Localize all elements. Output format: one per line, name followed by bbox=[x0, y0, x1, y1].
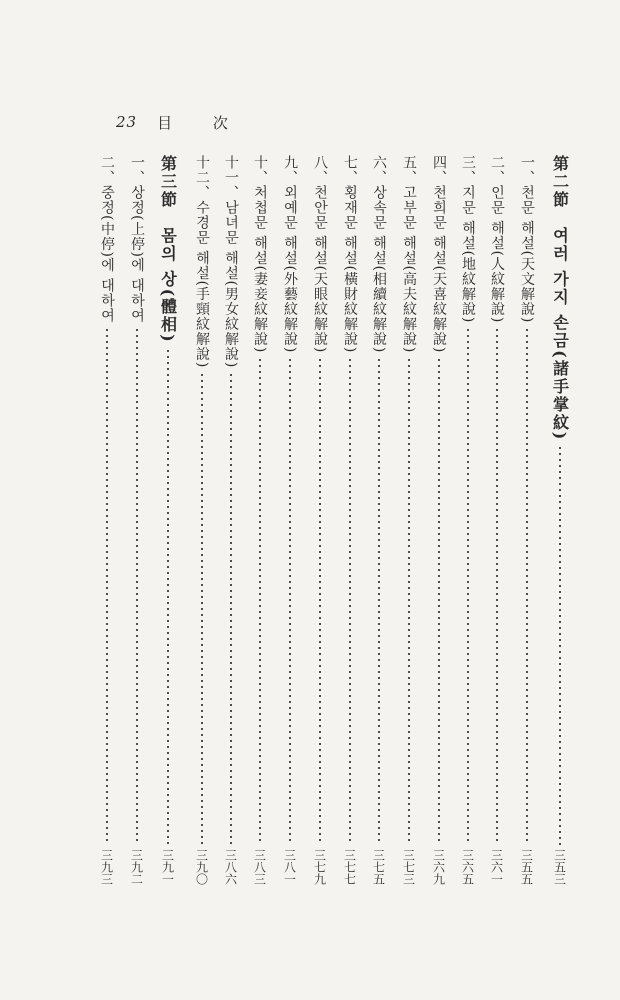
toc-entry[interactable] bbox=[457, 155, 479, 885]
toc-entry[interactable] bbox=[309, 155, 331, 885]
toc-entry[interactable] bbox=[486, 155, 508, 885]
toc-entry[interactable] bbox=[398, 155, 420, 885]
toc-entry-title: 四、천희문 해설(天喜紋解說) bbox=[431, 155, 447, 354]
toc-entry-title: 第三節 몸의 상(體相) bbox=[158, 155, 178, 344]
toc-entry-page: 三六一 bbox=[489, 849, 504, 885]
toc-entry-page: 三七九 bbox=[312, 849, 327, 885]
toc-entry-page: 三七七 bbox=[342, 849, 357, 885]
toc-entry[interactable] bbox=[191, 155, 213, 885]
dot-leader bbox=[309, 357, 331, 845]
toc-entry-page: 三五五 bbox=[519, 849, 534, 885]
dot-leader bbox=[279, 357, 301, 845]
dot-leader bbox=[549, 445, 571, 845]
toc-entry-title: 一、상정(上停)에 대하여 bbox=[129, 155, 145, 324]
toc-entry-title: 五、고부문 해설(高夫紋解說) bbox=[401, 155, 417, 354]
toc-entry[interactable] bbox=[339, 155, 361, 885]
dot-leader bbox=[428, 357, 450, 845]
toc-entry-page: 三九二 bbox=[129, 849, 144, 885]
toc-entry-page: 三七三 bbox=[401, 849, 416, 885]
toc-entry[interactable] bbox=[516, 155, 538, 885]
toc-entry[interactable] bbox=[368, 155, 390, 885]
dot-leader bbox=[398, 357, 420, 845]
dot-leader bbox=[220, 372, 242, 845]
dot-leader bbox=[516, 327, 538, 845]
toc-entry[interactable] bbox=[96, 155, 118, 885]
toc-entry-page: 三八三 bbox=[252, 849, 267, 885]
toc-entry[interactable] bbox=[126, 155, 148, 885]
dot-leader bbox=[249, 357, 271, 845]
toc-entry[interactable] bbox=[279, 155, 301, 885]
toc-section-2[interactable] bbox=[549, 155, 571, 885]
toc-entry-title: 六、상속문 해설(相續紋解說) bbox=[371, 155, 387, 354]
toc-entry-title: 八、천안문 해설(天眼紋解說) bbox=[312, 155, 328, 354]
toc-entry[interactable] bbox=[428, 155, 450, 885]
running-title: 目 次 bbox=[157, 113, 246, 132]
toc-entry-page: 三七五 bbox=[371, 849, 386, 885]
toc-entry-page: 三八一 bbox=[282, 849, 297, 885]
toc-entry-title: 九、외예문 해설(外藝紋解說) bbox=[282, 155, 298, 354]
dot-leader bbox=[486, 327, 508, 845]
toc-entry[interactable] bbox=[220, 155, 242, 885]
toc-entry-title: 十一、남녀문 해설(男女紋解說) bbox=[223, 155, 239, 369]
toc-entry-title: 二、인문 해설(人紋解說) bbox=[489, 155, 505, 324]
toc-entry-title: 七、횡재문 해설(橫財紋解說) bbox=[342, 155, 358, 354]
toc-entry-page: 三六九 bbox=[431, 849, 446, 885]
toc-entry-title: 一、천문 해설(天文解說) bbox=[519, 155, 535, 324]
toc-entry-page: 三九〇 bbox=[194, 849, 209, 885]
page-number: 23 bbox=[116, 113, 138, 131]
toc-entry-title: 三、지문 해설(地紋解說) bbox=[460, 155, 476, 324]
toc-entry-title: 二、중정(中停)에 대하여 bbox=[99, 155, 115, 324]
toc-entry-title: 十、처첩문 해설(妻妾紋解說) bbox=[252, 155, 268, 354]
toc-entry-page: 三九一 bbox=[160, 849, 175, 885]
toc-entry-page: 三九三 bbox=[99, 849, 114, 885]
toc-entry[interactable] bbox=[249, 155, 271, 885]
dot-leader bbox=[96, 327, 118, 845]
toc-entry-page: 三五三 bbox=[552, 849, 567, 885]
dot-leader bbox=[191, 372, 213, 845]
toc-entry-page: 三八六 bbox=[223, 849, 238, 885]
dot-leader bbox=[126, 327, 148, 845]
table-of-contents bbox=[0, 155, 620, 895]
toc-entry-title: 十二、수경문 해설(手頸紋解說) bbox=[194, 155, 210, 369]
dot-leader bbox=[368, 357, 390, 845]
toc-section-3[interactable] bbox=[157, 155, 179, 885]
dot-leader bbox=[157, 348, 179, 845]
toc-entry-page: 三六五 bbox=[460, 849, 475, 885]
running-header bbox=[116, 112, 246, 132]
toc-entry-title: 第二節 여러 가지 손금(諸手掌紋) bbox=[550, 155, 570, 442]
dot-leader bbox=[457, 327, 479, 845]
dot-leader bbox=[339, 357, 361, 845]
